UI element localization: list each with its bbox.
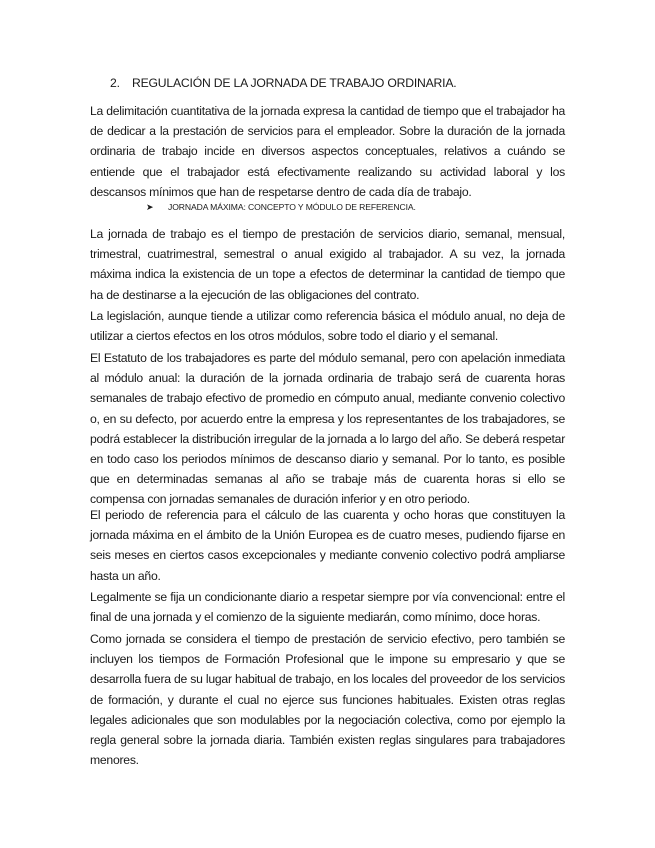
paragraph-1: La delimitación cuantitativa de la jornada expresa la cantidad de tiempo que el trabajador ha de dedicar a la prestación de servicios para el empleador. Sobre la duración de la jornada ordinaria de trabajo incide en diversos aspectos conceptuales, relativos a cuándo se entiende que el trabajador está efectivamente realizando su actividad laboral y los descansos mínimos que han de respetarse dentro de cada día de trabajo. bbox=[90, 104, 565, 199]
section-number: 2. bbox=[110, 76, 120, 90]
paragraph-4: El Estatuto de los trabajadores es parte del módulo semanal, pero con apelación inmediata al módulo anual: la duración de la jornada ordinaria de trabajo será de cuarenta horas semanales de trabajo efectivo de promedio en cómputo anual, mediante convenio colectivo o, en su defecto, por acuerdo entre la empresa y los representantes de los trabajadores, se podrá establecer la distribución irregular de la jornada a lo largo del año. Se deberá respetar en todo caso los periodos mínimos de descanso diario y semanal. Por lo tanto, es posible que en determinadas semanas al año se trabaje más de cuarenta horas si ello se compensa con jornadas semanales de duración inferior y en otro periodo. bbox=[90, 351, 565, 507]
paragraph-5: El periodo de referencia para el cálculo de las cuarenta y ocho horas que constituyen la jornada máxima en el ámbito de la Unión Europea es de cuatro meses, pudiendo fijarse en seis meses en ciertos casos excepcionales y mediante convenio colectivo podrá ampliarse hasta un año. bbox=[90, 508, 565, 583]
arrow-bullet-icon: ➤ bbox=[146, 202, 154, 212]
subheading bbox=[146, 202, 416, 213]
paragraph-2: La jornada de trabajo es el tiempo de prestación de servicios diario, semanal, mensual, trimestral, cuatrimestral, semestral o anual exigido al trabajador. A su vez, la jornada máxima indica la existencia de un tope a efectos de determinar la cantidad de tiempo que ha de destinarse a la ejecución de las obligaciones del contrato. bbox=[90, 227, 565, 302]
paragraph-7: Como jornada se considera el tiempo de prestación de servicio efectivo, pero también se incluyen los tiempos de Formación Profesional que le impone su empresario y que se desarrolla fuera de su lugar habitual de trabajo, en los locales del proveedor de los servicios de formación, y durante el cual no ejerce sus funciones habituales. Existen otras reglas legales adicionales que son modulables por la negociación colectiva, como por ejemplo la regla general sobre la jornada diaria. También existen reglas singulares para trabajadores menores. bbox=[90, 632, 565, 768]
subheading-text: JORNADA MÁXIMA: CONCEPTO Y MÓDULO DE REFERENCIA. bbox=[168, 202, 416, 212]
section-title: REGULACIÓN DE LA JORNADA DE TRABAJO ORDINARIA. bbox=[132, 76, 457, 90]
section-heading bbox=[110, 76, 456, 90]
paragraph-3: La legislación, aunque tiende a utilizar como referencia básica el módulo anual, no deja de utilizar a ciertos efectos en los otros módulos, sobre todo el diario y el semanal. bbox=[90, 309, 565, 344]
paragraph-6: Legalmente se fija un condicionante diario a respetar siempre por vía convencional: entre el final de una jornada y el comienzo de la siguiente mediarán, como mínimo, doce horas. bbox=[90, 590, 565, 625]
